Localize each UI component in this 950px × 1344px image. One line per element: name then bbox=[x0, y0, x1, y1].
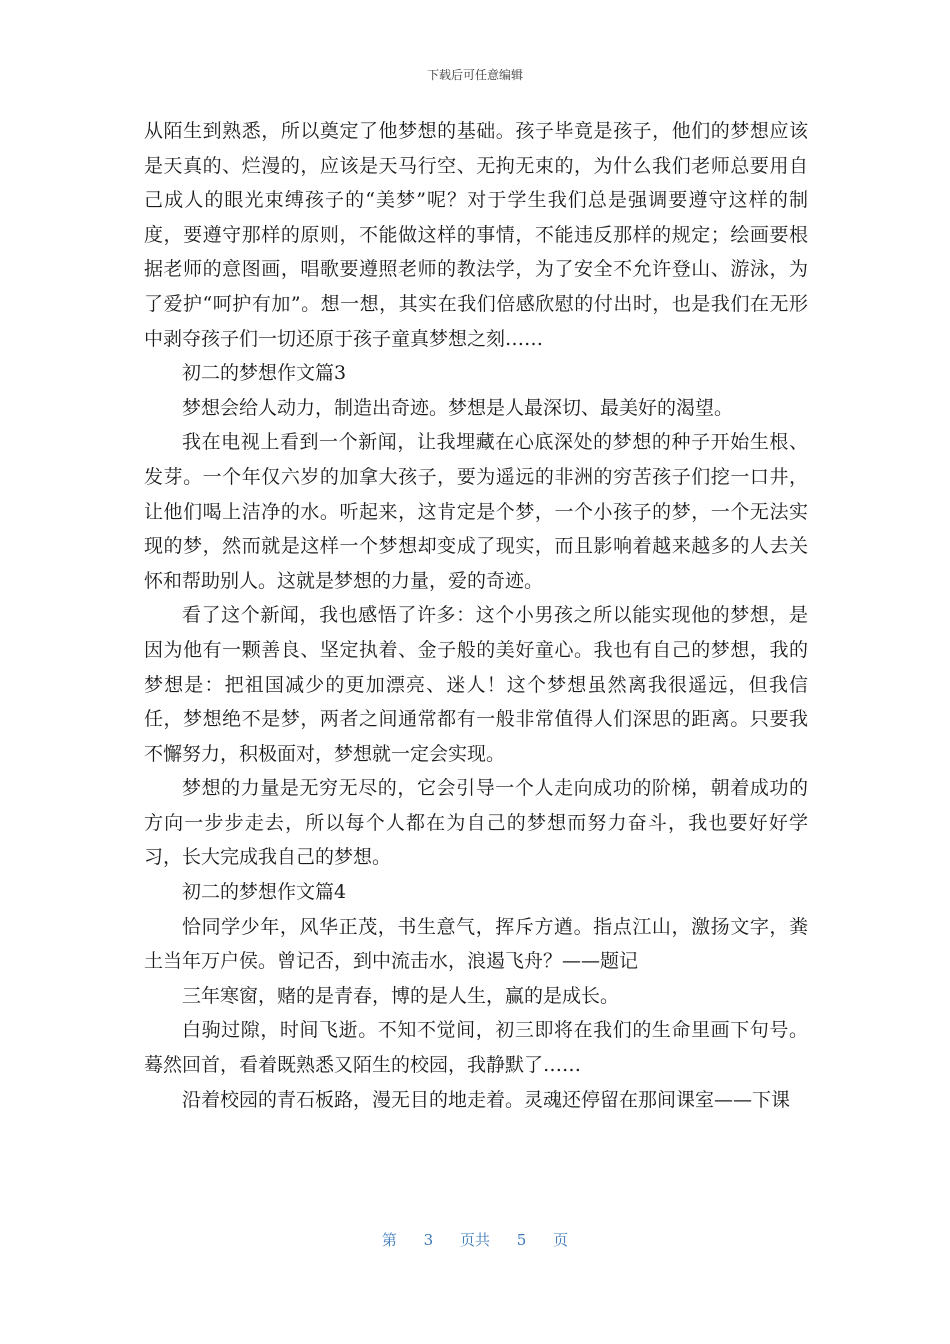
paragraph: 我在电视上看到一个新闻，让我埋藏在心底深处的梦想的种子开始生根、发芽。一个年仅六岁的加拿大孩子，要为遥远的非洲的穷苦孩子们挖一口井，让他们喝上洁净的水。听起来，这肯定是个梦，一个小孩子的梦，一个无法实现的梦，然而就是这样一个梦想却变成了现实，而且影响着越来越多的人去关怀和帮助别人。这就是梦想的力量，爱的奇迹。 bbox=[144, 431, 808, 592]
header-text: 下载后可任意编辑 bbox=[426, 68, 523, 82]
paragraph: 梦想的力量是无穷无尽的，它会引导一个人走向成功的阶梯，朝着成功的方向一步步走去，所以每个人都在为自己的梦想而努力奋斗，我也要好好学习，长大完成我自己的梦想。 bbox=[144, 777, 808, 869]
document-body bbox=[144, 114, 808, 1117]
page-total: 5 bbox=[516, 1231, 527, 1249]
section-heading-4: 初二的梦想作文篇4 bbox=[182, 881, 347, 904]
paragraph: 梦想会给人动力，制造出奇迹。梦想是人最深切、最美好的渴望。 bbox=[182, 396, 734, 419]
footer-middle: 页共 bbox=[459, 1231, 490, 1249]
paragraph-continuation: 从陌生到熟悉，所以奠定了他梦想的基础。孩子毕竟是孩子，他们的梦想应该是天真的、烂漫的，应该是天马行空、无拘无束的，为什么我们老师总要用自己成人的眼光束缚孩子的“美梦”呢？对于学生我们总是强调要遵守这样的制度，要遵守那样的原则，不能做这样的事情，不能违反那样的规定；绘画要根据老师的意图画，唱歌要遵照老师的教法学，为了安全不允许登山、游泳，为了爱护“呵护有加”。想一想，其实在我们倍感欣慰的付出时，也是我们在无形中剥夺孩子们一切还原于孩子童真梦想之刻…… bbox=[144, 120, 808, 350]
paragraph-epigraph: 恰同学少年，风华正茂，书生意气，挥斥方遒。指点江山，激扬文字，粪土当年万户侯。曾记否，到中流击水，浪遏飞舟？——题记 bbox=[144, 915, 808, 973]
paragraph: 看了这个新闻，我也感悟了许多：这个小男孩之所以能实现他的梦想，是因为他有一颗善良、坚定执着、金子般的美好童心。我也有自己的梦想，我的梦想是：把祖国减少的更加漂亮、迷人！这个梦想虽然离我很遥远，但我信任，梦想绝不是梦，两者之间通常都有一般非常值得人们深思的距离。只要我不懈努力，积极面对，梦想就一定会实现。 bbox=[144, 604, 808, 765]
paragraph: 沿着校园的青石板路，漫无目的地走着。灵魂还停留在那间课室——下课 bbox=[182, 1088, 791, 1111]
paragraph: 三年寒窗，赌的是青春，博的是人生，赢的是成长。 bbox=[182, 984, 620, 1007]
page-footer bbox=[0, 1229, 950, 1250]
page-header bbox=[0, 66, 950, 83]
section-heading-3: 初二的梦想作文篇3 bbox=[182, 362, 347, 385]
page-number: 3 bbox=[423, 1231, 434, 1249]
footer-suffix: 页 bbox=[553, 1231, 569, 1249]
paragraph: 白驹过隙，时间飞逝。不知不觉间，初三即将在我们的生命里画下句号。蓦然回首，看着既熟悉又陌生的校园，我静默了…… bbox=[144, 1019, 808, 1077]
footer-prefix: 第 bbox=[381, 1231, 397, 1249]
